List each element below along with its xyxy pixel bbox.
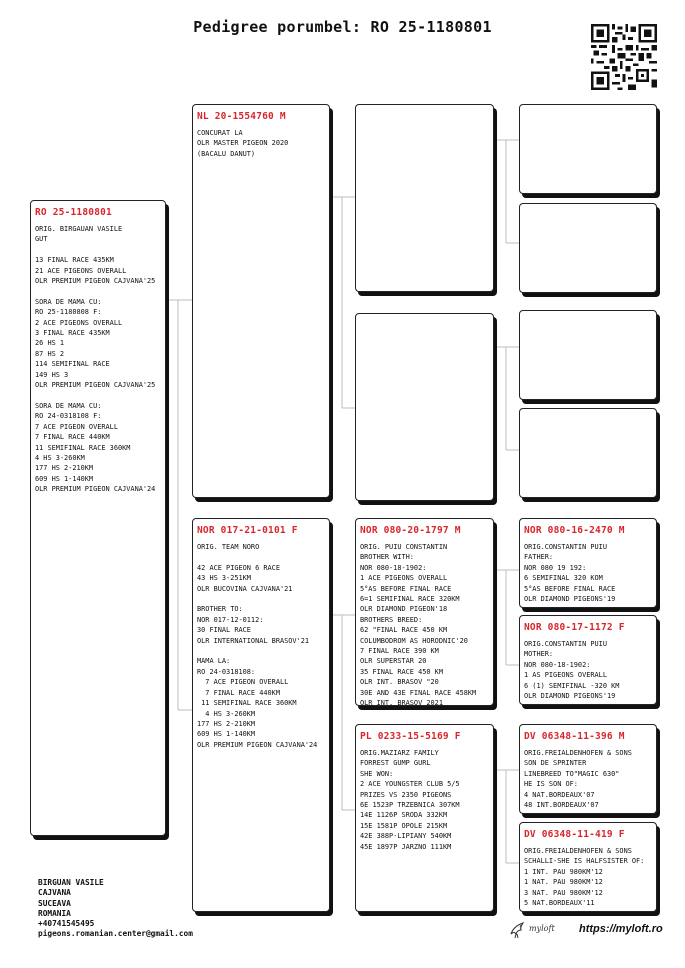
- breeder-county: SUCEAVA: [38, 898, 71, 908]
- pigeon-notes: ORIG.CONSTANTIN PUIU FATHER: NOR 080 19 192: 6 SEMIFINAL 320 KOM 5°AS BEFORE FINAL RACE OLR DIAMOND PIGEONS'19: [524, 543, 616, 604]
- pigeon-notes: ORIG. TEAM NORO 42 ACE PIGEON 6 RACE 43 HS 3-251KM OLR BUCOVINA CAJVANA'21 BROTHER TO: NOR 017-12-0112: 30 FINAL RACE OLR INTERNATIONAL BRASOV'21 MAMA LA: RO 24-0318108: 7 ACE PIGEON OVERALL 7 FINAL RACE 440KM 11 SEMIFINAL RACE 360KM 4 HS 3-260KM 177 HS 2-210KM 609 HS 1-140KM OLR PREMIUM PIGEON CAJVANA'24: [197, 543, 318, 749]
- pigeon-card-dam-dam[interactable]: [355, 724, 494, 912]
- pigeon-card-dam[interactable]: [192, 518, 330, 912]
- pigeon-notes: ORIG.FREIALDENHOFEN & SONS SON DE SPRINTER LINEBREED TO"MAGIC 630" HE IS SON OF: 4 NAT.BORDEAUX'07 48 INT.BORDEAUX'07: [524, 749, 632, 810]
- pigeon-notes: CONCURAT LA OLR MASTER PIGEON 2020 (BACALU DANUT): [197, 129, 289, 158]
- footer-brand[interactable]: [508, 918, 668, 942]
- breeder-email[interactable]: pigeons.romanian.center@gmail.com: [38, 929, 193, 939]
- pigeon-card-empty-2[interactable]: [519, 203, 657, 293]
- breeder-locality: CAJVANA: [38, 888, 71, 898]
- breeder-country: ROMANIA: [38, 908, 71, 918]
- pigeon-card-sire[interactable]: [192, 104, 330, 498]
- ring-number: NOR 017-21-0101 F: [197, 525, 298, 536]
- ring-number: PL 0233-15-5169 F: [360, 731, 461, 742]
- pigeon-notes: ORIG.CONSTANTIN PUIU MOTHER: NOR 080-18-1902: 1 AS PIGEONS OVERALL 6 (1) SEMIFINAL -320 KM OLR DIAMOND PIGEONS'19: [524, 640, 620, 701]
- pigeon-card-sire-dam-empty[interactable]: [355, 313, 494, 501]
- ring-number: NOR 080-17-1172 F: [524, 622, 625, 633]
- pigeon-card-dam-dam-sire[interactable]: [519, 724, 657, 814]
- ring-number: NL 20-1554760 M: [197, 111, 286, 122]
- ring-number: NOR 080-20-1797 M: [360, 525, 461, 536]
- pigeon-card-empty-4[interactable]: [519, 408, 657, 498]
- pigeon-card-dam-sire-dam[interactable]: [519, 615, 657, 705]
- breeder-phone[interactable]: +40741545495: [38, 919, 95, 929]
- pigeon-notes: ORIG. PUIU CONSTANTIN BROTHER WITH: NOR 080-18-1902: 1 ACE PIGEONS OVERALL 5°AS BEFORE FINAL RACE 6=1 SEMIFINAL RACE 320KM OLR DIAMOND PIGEON'18 BROTHERS BREED: 62 "FINAL RACE 450 KM COLUMBODROM AS HORODNIC'20 7 FINAL RACE 390 KM OLR SUPERSTAR 20 35 FINAL RACE 450 KM OLR INT. BRASOV "20 30E AND 43E FINAL RACE 458KM OLR INT. BRASOV 2021: [360, 543, 477, 706]
- pigeon-notes: ORIG.FREIALDENHOFEN & SONS SCHALLI-SHE IS HALFSISTER OF: 1 INT. PAU 980KM'12 1 NAT. PAU 980KM'12 3 NAT. PAU 980KM'12 5 NAT.BORDEAUX'11: [524, 847, 645, 908]
- qr-code-icon: [591, 24, 657, 90]
- pigeon-card-subject[interactable]: [30, 200, 166, 836]
- pigeon-notes: ORIG. BIRGAUAN VASILE GUT 13 FINAL RACE 435KM 21 ACE PIGEONS OVERALL OLR PREMIUM PIGEON CAJVANA'25 SORA DE MAMA CU: RO 25-1180808 F: 2 ACE PIGEONS OVERALL 3 FINAL RACE 435KM 26 HS 1 87 HS 2 114 SEMIFINAL RACE 149 HS 3 OLR PREMIUM PIGEON CAJVANA'25 SORA DE MAMA CU: RO 24-0318108 F: 7 ACE PIGEON OVERALL 7 FINAL RACE 440KM 11 SEMIFINAL RACE 360KM 4 HS 3-260KM 177 HS 2-210KM 609 HS 1-140KM OLR PREMIUM PIGEON CAJVANA'24: [35, 225, 156, 494]
- pigeon-card-empty-3[interactable]: [519, 310, 657, 400]
- pigeon-card-dam-sire-sire[interactable]: [519, 518, 657, 608]
- pigeon-card-empty-1[interactable]: [519, 104, 657, 194]
- myloft-pigeon-logo-icon: [508, 920, 528, 940]
- ring-number: RO 25-1180801: [35, 207, 112, 218]
- pigeon-notes: ORIG.MAZIARZ FAMILY FORREST GUMP GURL SHE WON: 2 ACE YOUNGSTER CLUB 5/5 PRIZES VS 2350 PIGEONS 6E 1523P TRZEBNICA 307KM 14E 1126P SRODA 332KM 15E 1581P OPOLE 215KM 42E 388P-LIPIANY 540KM 45E 1897P JARZNO 111KM: [360, 749, 460, 851]
- breeder-name: BIRGUAN VASILE: [38, 878, 104, 887]
- brand-url-link[interactable]: https://myloft.ro: [579, 923, 663, 935]
- brand-name: myloft: [529, 924, 555, 933]
- ring-number: DV 06348-11-419 F: [524, 829, 625, 840]
- ring-number: NOR 080-16-2470 M: [524, 525, 625, 536]
- breeder-contact: [38, 878, 193, 940]
- ring-number: DV 06348-11-396 M: [524, 731, 625, 742]
- page-title: Pedigree porumbel: RO 25-1180801: [193, 18, 492, 36]
- pigeon-card-sire-sire-empty[interactable]: [355, 104, 494, 292]
- pigeon-card-dam-sire[interactable]: [355, 518, 494, 706]
- pigeon-card-dam-dam-dam[interactable]: [519, 822, 657, 912]
